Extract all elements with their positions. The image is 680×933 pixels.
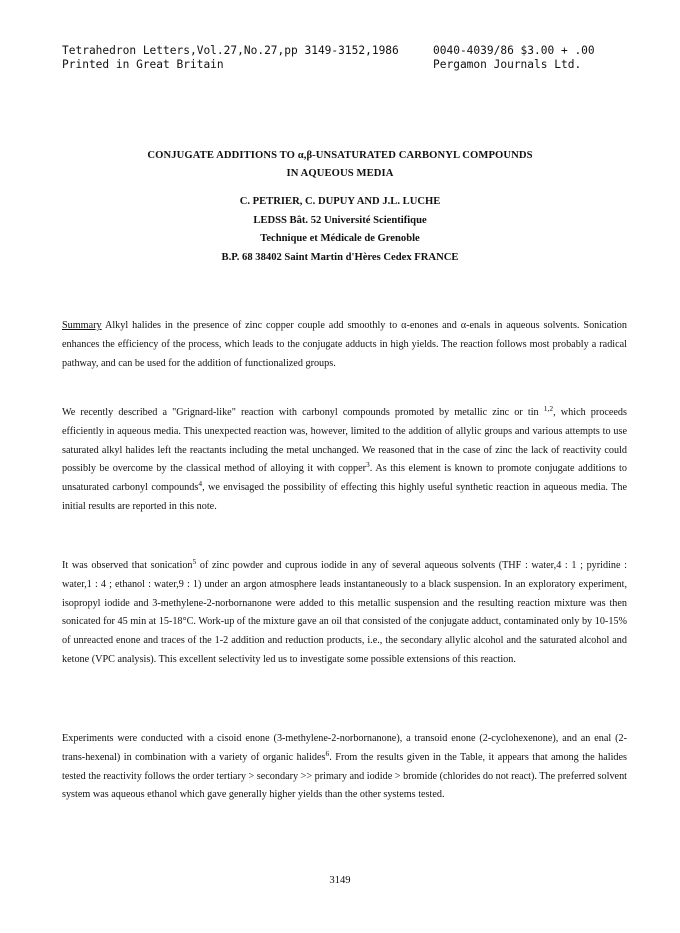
text-run: . From the results given in the Table, it appears that among the halides tested the reactivity follows the order tertiary > secondary >> primary and iodide > bromide (chlorides do not react). The preferred solvent system was aqueous ethanol which gave generally higher yields than the other systems tested. — [62, 751, 627, 801]
author-names: C. PETRIER, C. DUPUY AND J.L. LUCHE — [239, 196, 441, 207]
author-block — [0, 193, 680, 268]
text-run: of zinc powder and cuprous iodide in any of several aqueous solvents (THF : water,4 : 1 ; pyridine : water,1 : 4 ; ethanol : water,9 : 1) under an argon atmosphere leads instantaneously to a black suspension. In an exploratory experiment, isopropyl iodide and 3-methylene-2-norbornanone were added to this metallic suspension and the resulting reaction mixture was then sonicated for 45 min at 15-18°C. Work-up of the mixture gave an oil that consisted of the conjugate adduct, contaminated only by 10-15% of unreacted enone and traces of the 1-2 addition and reduction products, i.e., the secondary allylic alcohol and the saturated alcohol and ketone (VPC analysis). This excellent selectivity led us to investigate some possible extensions of this reaction. — [62, 560, 627, 665]
affiliation-line2: Technique et Médicale de Grenoble — [260, 233, 420, 245]
reference-superscript: 3 — [366, 460, 370, 470]
reference-superscript: 6 — [325, 748, 330, 758]
printed-in-line: Printed in Great Britain — [62, 58, 224, 71]
citation-line: Tetrahedron Letters,Vol.27,No.27,pp 3149-3152,1986 — [62, 44, 399, 57]
publisher-info — [433, 44, 595, 72]
text-run: We recently described a "Grignard-like" reaction with carbonyl compounds promoted by metallic zinc or tin — [62, 407, 544, 418]
journal-citation — [62, 44, 399, 72]
paragraph-3 — [62, 730, 627, 805]
text-run: , we envisaged the possibility of effecting this highly useful synthetic reaction in aqueous media. The initial results are reported in this note. — [62, 482, 628, 512]
reference-superscript: 1,2 — [543, 404, 554, 413]
text-run: Experiments were conducted with a cisoid enone (3-methylene-2-norbornanone), a transoid enone (2-cyclohexenone), and an enal (2-trans-hexenal) in combination with a variety of organic halides — [62, 733, 627, 763]
summary-paragraph — [62, 317, 627, 373]
text-run: . As this element is known to promote conjugate additions to unsaturated carbonyl compounds — [62, 463, 627, 494]
text-run: , which proceeds efficiently in aqueous media. This unexpected reaction was, however, limited to the addition of allylic groups and various attempts to use saturated alkyl halides left the reactants including the metal unchanged. We reasoned that in the case of zinc the lack of reactivity could possibly be overcome by the classical method of alloying it with copper — [62, 407, 627, 475]
paper-title-line1: CONJUGATE ADDITIONS TO α,β-UNSATURATED CARBONYL COMPOUNDS — [147, 150, 533, 161]
text-run: It was observed that sonication — [62, 560, 193, 571]
price-code-line: 0040-4039/86 $3.00 + .00 — [433, 44, 595, 57]
summary-text: Alkyl halides in the presence of zinc copper couple add smoothly to α-enones and α-enals in aqueous solvents. Sonication enhances the efficiency of the process, which leads to the conjugate adducts in high yields. The reaction follows most probably a radical pathway, and can be used for the addition of functionalized groups. — [62, 320, 627, 369]
reference-superscript: 5 — [192, 557, 197, 566]
affiliation-line1: LEDSS Bât. 52 Université Scientifique — [253, 214, 427, 226]
publisher-line: Pergamon Journals Ltd. — [433, 58, 582, 71]
summary-label: Summary — [62, 320, 102, 331]
paper-title-line2: IN AQUEOUS MEDIA — [286, 168, 394, 179]
page-number: 3149 — [329, 875, 351, 886]
reference-superscript: 4 — [198, 479, 203, 489]
affiliation-line3: B.P. 68 38402 Saint Martin d'Hères Cedex FRANCE — [221, 252, 459, 264]
paragraph-2 — [62, 557, 627, 670]
paragraph-1 — [62, 404, 627, 517]
